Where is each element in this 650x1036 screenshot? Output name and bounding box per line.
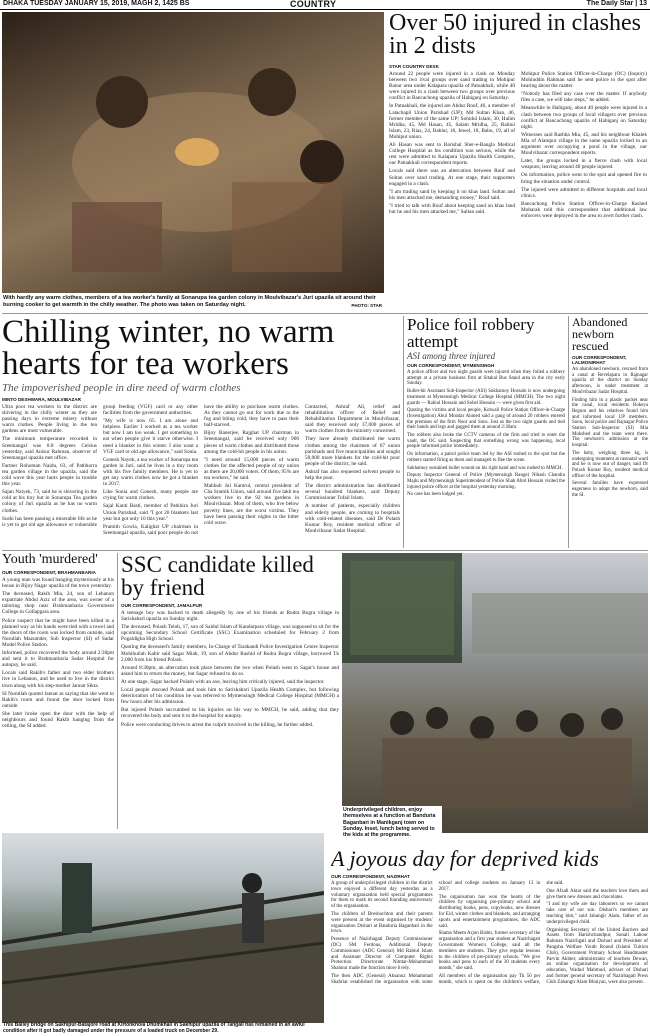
paragraph: Sajal Kanti Basti, member of Patkhira Juri Union Parishad, said "I got 20 blankets last year but got only 10 this year.": [103, 503, 198, 522]
headline: A joyous day for deprived kids: [331, 848, 599, 871]
paragraph: One Afzali Aktar said the teachers love them and give them new dresses and chocolates.: [546, 888, 648, 900]
paragraph: The children of Breshochton and their parents were present at the event organised by students' organisation Dishari at Banduria Baganbari in the town.: [331, 911, 433, 935]
paragraph: Bancachong Police Station Officer-in-Charge Rashed Mobarak told this correspondent that additional law enforcers were deployed in the area to avert further clash.: [521, 200, 647, 219]
robbery-article: [407, 316, 565, 548]
paragraph: All members of the organisation pay Tk 50 per month, which is spent on the children's welfare, she said.: [438, 881, 564, 985]
paragraph: A group of underprivileged children in the district town enjoyed a different day yesterday as a voluntary organisation held special programmes for them to mark its second founding anniversary of the organisation.: [331, 881, 433, 910]
paragraph: Locals said Rakib's father and two elder brothers live in Lebanon, and he used to live in the district town along with his step-mother Jannat Sikta.: [2, 670, 114, 689]
paragraph: "I and my wife are day labourers so we cannot take care of our son. Dishari's members are teaching him," said Jahangir Alam, father of an underprivileged child.: [546, 902, 648, 925]
paragraph: At one stage, Sagar hacked Polash with an axe, leaving him critically injured, said the inspector.: [121, 678, 325, 685]
paragraph: Sushi has been passing a miserable life as he is yet to get old age allowance or vulnerable group feeding (VGF) card or any other facilities from the government authorities.: [2, 404, 198, 528]
photo-caption: This Bailey bridge on Sakhipur-Batajore road at Kirtonkhola Dhumkhali in Sakhipur upazila of Tangail has remained in an awful condition after it got badly damaged under the pressure of a loaded truck on December 29.: [3, 1022, 305, 1034]
headline: Over 50 injured in clashes in 2 dists: [389, 12, 641, 59]
paragraph: "My wife is now 65. I am alone and helpless. Earlier I worked as a tea worker but now I am too weak. I get something to eat when people give it starve otherwise. I need a blanket in this winter. I also want a VGF card or old age allowance," said Sonia.: [103, 418, 198, 455]
paragraph: But injured Polash succumbed to his injuries on his way to MMCH, he said, adding that they recovered the body and sent it to the hospital for autopsy.: [121, 707, 339, 720]
divider: [568, 316, 569, 548]
byline: OUR CORRESPONDENT, LALMONIRHAT: [572, 355, 627, 365]
paragraph: Pramith Gowla, Kalighat UP chairman in Sreemangal upazila, said poor people do not have the ability to purchase warm clothes. As they cannot go out for work due to the fog and biting cold, they have to pass their half-starved.: [103, 404, 299, 536]
paragraph: Police suspect that he might have been killed in a planned way as his hands were tied with a towel and the doors of the room was locked from outside, said Nurullah Mazumder, Sub Inspector (SI) of Sadar Model Police Station.: [2, 617, 114, 648]
page-header: [0, 0, 650, 10]
photo-caption: Underprivileged children, enjoy themselves at a function at Banduria Baganbari in Manikganj town on Sunday. Inset, lunch being served to the kids at the programme.: [342, 806, 442, 846]
paragraph: Informed, police recovered the body around 2:30pm and sent it to Brahmanbaria Sadar Hospital for autopsy, he said.: [2, 650, 114, 669]
photo-illustration: [342, 553, 648, 833]
byline: OUR CORRESPONDENT, BRAHMANBARIA: [2, 570, 96, 575]
photo-illustration: [2, 12, 384, 293]
paragraph: "I am trading sand by keeping it on khas land. Sultan and his men attacked me, demanding money," Rouf said.: [389, 188, 515, 201]
dateline: DHAKA TUESDAY JANUARY 15, 2019, MAGH 2, 1425 BS: [3, 0, 190, 7]
paragraph: Bijoy Banerjee, Rajghat UP chairman in Sreemangal, said he received only 900 pieces of warm clothes and distributed those among the cold-hit people in his union.: [204, 430, 299, 455]
photo-credit: PHOTO: STAR: [351, 303, 382, 308]
paragraph: On information, a patrol police team led by the ASI rushed to the spot but the robbers started firing as them and managed to flee the scene.: [407, 452, 565, 463]
paragraph: Later, the groups locked in a fierce clash with local weapons, leaving around 40 people injured.: [521, 158, 647, 171]
paragraph: Like Sonia and Gonesh, many people are crying for warm clothes.: [103, 489, 198, 502]
divider: [403, 316, 404, 548]
paragraph: Finding him in a plastic packet near the canal, local residents Rokeya Begum and his relatives found him and informed local UP members. Soon, local police and Rajnagar Police Station Sub-Inspector (SI) Mia Mokshed and the team went there. The newborn's admission at the hospital.: [572, 397, 648, 449]
article-body: [331, 881, 648, 1033]
paragraph: Quoting the victims and local people, Kotwali Police Station Officer-in-Charge (Investigation) Abul Mondar Ahmed said a gang of around 20 robbers entered the premises of the firm Noor and Sons. Just as the two night guards and tied their hands and legs and gagged them at around 2:30am.: [407, 408, 565, 431]
paragraph: "I tried to talk with Rouf about keeping sand on khas land but he and his men attacked me," Sultan said.: [389, 202, 515, 215]
subhead: ASI among three injured: [407, 351, 496, 361]
paragraph: Sukhamoy sustained bullet wound on his right hand and was rushed to MMCH.: [407, 465, 563, 471]
paragraph: On information, police went to the spot and opened fire to bring the situation under control.: [521, 172, 647, 185]
paragraph: A police officer and two night guards were injured when they foiled a robbery attempt at a private business firm at Sitakal Bus Stand area in the city early Sunday.: [407, 370, 565, 387]
article-body: [2, 577, 114, 827]
paragraph: The deceased, Polash Telob, 17, son of Saidul Islam of Kandarpara village, was supposed to sit for the upcoming Secondary School Certificate (SSC) Examination scheduled for February 2 from Pogaldigha High School.: [121, 624, 339, 643]
paragraph: An abandoned newborn, rescued from a canal at Revelapara in Rajnagar upazila of the district on Sunday afternoon, is under treatment at Moulvibazar Sadar Hospital.: [572, 367, 648, 395]
paragraph: In Patuakhali, the injured are Abdur Rouf, 46, a member of Latachapli Union Parishad (UP); Md Sultan Khan, 46, former member of the same UP; Sohidul Islam, 30, Halim Mridha, 45, Md Hasan, 45, Salam Mridha, 25, Rabiul Islam, 23, Riaz, 24, Bablur, 18, Jewel, 18, Babu, 19, all of Mohipur union.: [389, 103, 515, 140]
paragraph: Sajan Naiyek, 73, said he is shivering in the cold at his tiny hut in Sonarupa Tea garden colony of Juri upazila as he has no warm clothes.: [2, 489, 97, 514]
article-body: [407, 370, 565, 548]
paragraph: Shams Meem Arjun Bisbir, former secretary of the organisation and a first year student at Nazirhagati Government Women's College, said all the members are students. They give regular lessons to the children of pre-primary schools. "We give books and pens to each of the 30 students every month," she said.: [438, 931, 541, 972]
page-number: The Daily Star | 13: [586, 0, 647, 7]
ssc-article: [121, 553, 339, 829]
tea-workers-article: [2, 316, 400, 548]
paragraph: Ali Hasan was sent to Barishal Sher-e-Bangla Medical College Hospital as his condition was serious, while the rest were admitted to Kalapara Upazila Health Complex, our Patuakhali correspondent reports.: [389, 142, 515, 167]
headline: Police foil robbery attempt: [407, 316, 535, 351]
paragraph: Ashraf has also requested solvent people to help the poor.: [305, 468, 400, 482]
headline: Abandoned newborn rescued: [572, 316, 628, 353]
divider: [117, 553, 118, 829]
divider: [2, 550, 648, 551]
paragraph: Witnesses said Rashba Mia, 45, and his neighbour Khalek Mia of Alampur village in the same upazila locked in an argument over occupying a pond in the village, our Moulvibazar correspondent reports.: [521, 131, 647, 157]
paragraph: The injured were admitted to different hospitals and local clinics.: [521, 186, 647, 199]
paragraph: Police were conducting drives to arrest the culprit involved in the killing, he further added.: [121, 721, 314, 728]
article-body: [572, 367, 648, 548]
paragraph: "Nobody has filed any case over the matter. If anybody files a case, we will take steps," he added.: [521, 91, 647, 104]
paragraph: Mahbub Jul Kamrul, central president of Cha Sramik Union, said around five lakh tea workers live in the 92 tea gardens in Moulvibazar. Most of them, who live below poverty lines, are the worst victims. They have been passing their nights in the bitter cold wave.: [204, 483, 299, 526]
paragraph: Gonesh Nayek, a tea worker of Sonarupa tea garden in Juri, said he lives in a tiny room with his five family members. He is yet to get any warm clothes now he got a blanket in 2017.: [103, 456, 198, 488]
headline: Youth 'murdered': [2, 553, 98, 567]
clashes-article: [389, 12, 647, 312]
divider: [2, 313, 648, 314]
paragraph: Ultra poor tea workers in the district are shivering in the chilly winter as they are passing days in extreme misery without warm clothes. People living in the tea gardens are most vulnerable.: [2, 404, 97, 435]
paragraph: Meanwhile in Habiganj, about 40 people were injured in a clash between two groups of local villagers over previous conflict at Bancachong upazila of Habiganj on Saturday night.: [521, 105, 647, 130]
paragraph: Presence of Nazirhagati Deputy Commissioner (DC) SM Ferdous, Additional Deputy Commissioner (ADC General) Md Rabiul Islam and Assistant Director of Computer Rights Protection Directorate Nimtar-Mohammad Shahnur made the function more lively.: [331, 937, 433, 972]
byline: OUR CORRESPONDENT, MYMENSINGH: [407, 363, 495, 368]
paragraph: The organisation has won the hearts of the children by organising pre-primary school and distributing books, pens, copybooks, new dresses for Eid, winter clothes and blankets, and arranging sports and entertainment programmes, the ADC said.: [438, 894, 541, 929]
article-body: [2, 404, 400, 548]
paragraph: Around 8:30pm, an altercation took place between the two when Polash went to Sagar's house and asked him to return the money, but Sagar refused to do so.: [121, 664, 339, 677]
bridge-photo: [2, 833, 324, 1023]
youth-article: [2, 553, 114, 829]
paragraph: No case has been lodged yet.: [407, 492, 464, 498]
paragraph: The minimum temperature recorded in Sreemangal was 8.8 degrees Celsius yesterday, said Anisur Rahman, observer of Sreemangal upazila met office.: [2, 436, 97, 461]
paragraph: Locals said there was an altercation between Rouf and Sultan over sand trading. At one stage, their supporters engaged in a clash.: [389, 168, 515, 187]
paragraph: SI Nurullah quoted Jannat as saying that she went to Rakib's room and found the door locked from outside.: [2, 690, 114, 709]
paragraph: Bullet-hit Assistant Sub-Inspector (ASI) Sukhamoy Hossain is now undergoing treatment at Mymensingh Medical College Hospital (MMCH). The two night guards — Rabiul Hossain and Sohel Hossain — were given first aid.: [407, 389, 565, 406]
paragraph: The robbers also broke the CCTV cameras of the firm and tried to enter the vault, the OC said. Suspecting that something wrong was happening, local people informed police immediately.: [407, 433, 565, 450]
paragraph: Around 22 people were injured in a clash on Monday between two rival groups over sand trading in Mohipur Banur area under Kalapara upazila of Patuakhali, while 40 were injured in a clash between two groups over previous conflict in Bancachong upazila of Habiganj on Saturday.: [389, 71, 515, 102]
section-title: COUNTRY: [290, 0, 337, 9]
subhead: The impoverished people in dire need of warm clothes: [2, 382, 241, 394]
paragraph: A young man was found hanging mysteriously at his house in Bijoy Nagar upazila of the town yesterday.: [2, 577, 114, 590]
tea-family-photo: [2, 12, 384, 293]
paragraph: Contacted, Ashraf Ali, relief and rehabilitation officer of Relief and Rehabilitation Department in Moulvibazar, said they received only 37,000 pieces of warm clothes from the ministry concerned.: [305, 404, 400, 435]
byline: STAR COUNTRY DESK: [389, 64, 439, 69]
paragraph: Local people rescued Polash and took him to Sarishabari Upazila Health Complex, but following deterioration of his condition he was referred to Mymensingh Medical College Hospital (MMCH) a few hours after his admission.: [121, 687, 339, 706]
paragraph: The baby, weighing three kg, is undergoing treatment at neonatal ward and he is now out of danger, said Dr Polash Kumar Roy, resident medical officer of the hospital.: [572, 450, 648, 479]
byline: OUR CORRESPONDENT, NAZIRHAT: [331, 874, 410, 879]
newborn-article: [572, 316, 648, 548]
children-photo: [342, 553, 648, 833]
paragraph: Organising Secretary of the United Barriers and Assets from Harishchandpur, Sonali Labour Rahman Nazirhgati and Dishari and President of Pangsha Welfare Youth Round (Islami Tuition Club), Government Primary School Headmaster Parvin Akhter, administrator of teachers Dewan, an online organisation for development of education, Wadud Mahmud, adviser of Dishari and former general secretary of Nazirhagati Press Club Zahangir Alam Bhuiyan, were also present.: [546, 927, 648, 985]
paragraph: Several families have expressed eagerness to adopt the newborn, said the SI.: [572, 481, 648, 498]
paragraph: The then ADC (General) Aksanuz Mohammad Shahriar established the organisation with some school and college students on January 13 in 2017.: [331, 881, 541, 985]
paragraph: She later broke open the door with the help of neighbours and found Rakib hanging from the ceiling, the SI added.: [2, 710, 114, 730]
paragraph: "I need around 15,000 pieces of warm clothes for the affected people of my union as there are 20,000 voters. Of them, 95% are tea workers," he said.: [204, 456, 299, 482]
paragraph: Farmer Rohoman Naidu, 63, of Pathhorra tea garden village in the upazila, said the cold wave this year hurts people in trouble this year.: [2, 462, 97, 488]
headline: SSC candidate killed by friend: [121, 553, 314, 600]
paragraph: Deputy Inspector General of Police (Mymensingh Range) Nibash Chandra Majhi and Mymensingh Superintendent of Police Shah Abid Hossain visited the injured police officer at the hospital yesterday morning.: [407, 473, 565, 490]
paragraph: A number of patients, especially children and elderly people, are coming to hospitals with cold-related diseases, said Dr Polash Kumar Roy, resident medical officer of Moulvibazar Sadar Hospital.: [305, 503, 400, 534]
article-body: [121, 610, 339, 820]
byline: MINTO DESHWARA, MOULVIBAZAR: [2, 397, 81, 402]
paragraph: They have already distributed the warm clothes among the chairmen of 67 union parishads and five municipalities and sought 50,000 more blankets for the cold-hit poor people of the district, he said.: [305, 436, 400, 467]
photo-illustration: [2, 833, 324, 1023]
paragraph: Quoting the deceased's family members, In-Charge of Tarakandi Police Investigation Centre Inspector Mohibullah Kabir said Sagar Miah, 19, son of Abdur Rashid of Rudra Bogra village, borrowed Tk 2,000 from his friend Polash.: [121, 644, 339, 663]
article-body: [389, 71, 647, 311]
byline: OUR CORRESPONDENT, JAMALPUR: [121, 603, 203, 608]
paragraph: A teenage boy was hacked to death allegedly by one of his friends at Rudra Bogra village in Sarishabari upazila on Sunday night.: [121, 610, 339, 623]
paragraph: Mohipur Police Station Officer-in-Charge (OC) (Inquiry) Mohiuddin Rahman said he sent police to the spot after hearing about the matter.: [521, 71, 647, 90]
paragraph: The deceased, Rakib Mia, 24, son of Lehanon expatriate Abdul Aziz of the area, was owner of a tailoring shop near Brahmanbaria Government College in Gollapgara area.: [2, 591, 114, 616]
headline: Chilling winter, no warm hearts for tea workers: [2, 316, 335, 382]
paragraph: The district administration has distributed several hundred blankets, said Deputy Commissioner Tofail Islam.: [305, 483, 400, 502]
kids-article: [331, 848, 648, 1034]
photo-caption: With hardly any warm clothes, members of a tea worker's family at Sonarupa tea garden colony in Moulvibazar's Juri upazila sit around their burning cooker to get warmth in the chilly weather. The photo was taken on Saturday night.: [3, 295, 376, 308]
